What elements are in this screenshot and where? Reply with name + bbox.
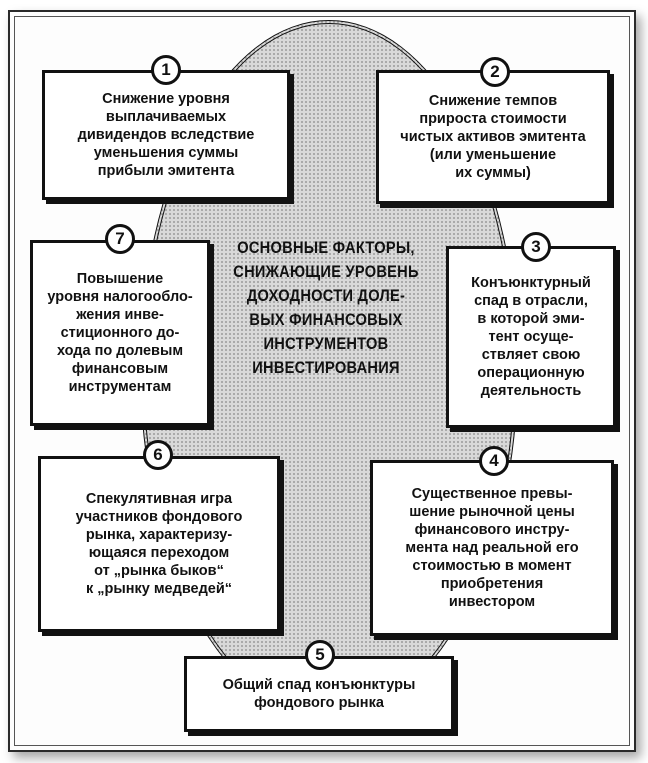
factor-text-1: Снижение уровня выплачиваемых дивидендов вследствие уменьшения суммы прибыли эмитента: [77, 91, 255, 179]
factor-box-7: [30, 240, 210, 426]
factor-number-badge-4: 4: [479, 446, 509, 476]
factor-number-badge-1: 1: [151, 55, 181, 85]
factor-number-badge-2: 2: [480, 57, 510, 87]
factor-box-2: [376, 70, 610, 204]
factor-text-3: Конъюнктурный спад в отрасли, в которой эми- тент осуще- ствляет свою операционную деятельность: [471, 275, 591, 399]
center-title: ОСНОВНЫЕ ФАКТОРЫ, СНИЖАЮЩИЕ УРОВЕНЬ ДОХОДНОСТИ ДОЛЕ- ВЫХ ФИНАНСОВЫХ ИНСТРУМЕНТОВ ИНВЕСТИРОВАНИЯ: [233, 238, 419, 377]
factor-text-5: Общий спад конъюнктуры фондового рынка: [222, 677, 416, 711]
factor-number-badge-5: 5: [305, 640, 335, 670]
factor-number-badge-7: 7: [105, 224, 135, 254]
factor-box-1: [42, 70, 290, 200]
factor-number-badge-3: 3: [521, 232, 551, 262]
factor-text-2: Снижение темпов прироста стоимости чистых активов эмитента (или уменьшение их суммы): [400, 93, 586, 181]
factor-box-6: [38, 456, 280, 632]
factor-text-6: Спекулятивная игра участников фондового рынка, характеризу- ющаяся переходом от „рынка быков“ к „рынку медведей“: [75, 491, 243, 597]
factor-number-badge-6: 6: [143, 440, 173, 470]
factor-text-7: Повышение уровня налогообло- жения инве- стиционного до- хода по долевым финансовым инструментам: [47, 271, 193, 395]
factor-box-3: [446, 246, 616, 428]
factor-box-4: [370, 460, 614, 636]
factor-text-4: Существенное превы- шение рыночной цены финансового инстру- мента над реальной его стоимостью в момент приобретения инвестором: [405, 486, 579, 610]
